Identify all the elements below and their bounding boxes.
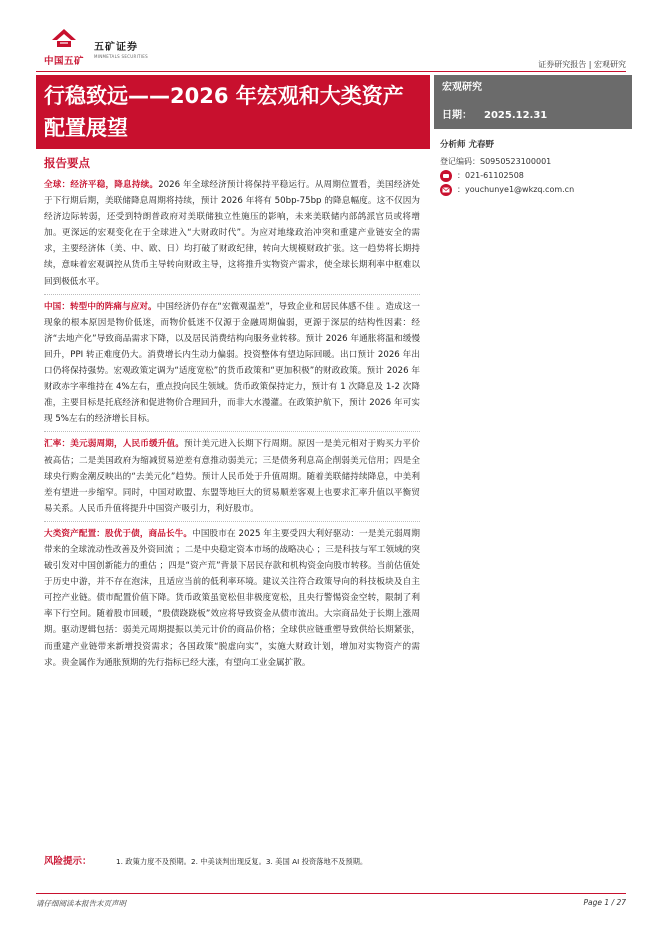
title-line-2: 配置展望 (44, 116, 128, 140)
risk-warning (44, 853, 634, 867)
analyst-info (440, 138, 634, 197)
page-number: Page 1 / 27 (583, 898, 626, 907)
email-separator: ： (457, 185, 465, 194)
header-divider (36, 71, 626, 72)
title-line-1: 行稳致远——2026 年宏观和大类资产 (44, 84, 404, 108)
date-value: 2025.12.31 (484, 110, 548, 121)
paragraph-text: 2026 年全球经济预计将保持平稳运行。从周期位置看，美国经济处于下行期后期，美联储降息周期将持续，预计 2026 年将有 50bp-75bp 的降息幅度。这不仅因为经济边际转弱，还受到特朗普政府对美联储独立性施压的影响，未来美联储内部鸽派官员或将增加。更深远的宏观变化在于全球进入“大财政时代”。为应对地缘政治冲突和重建产业链安全的需求，主要经济体（美、中、欧、日）均打破了财政纪律，转向大规模财政扩张。这一趋势将长期持续，意味着宏观调控从货币主导转向财政主导，这将推升实物资产需求，使全球长期利率中枢难以回到极低水平。 (44, 180, 420, 287)
paragraph-assets (44, 526, 420, 671)
risk-label: 风险提示： (44, 856, 92, 867)
paragraph-text: 预计美元进入长期下行周期。原因一是美元相对于购买力平价被高估；二是美国政府为缩减贸易逆差有意推动弱美元；三是债务利息高企削弱美元信用；四是全球央行购金潮反映出的“去美元化”趋势。预计人民币处于升值周期。随着美联储持续降息，中美利差有望进一步缩窄。同时，中国对欧盟、东盟等地巨大的贸易顺差客观上也要求汇率升值以平衡贸易关系。人民币升值将提升中国资产吸引力，利好股市。 (44, 439, 420, 514)
analyst-email[interactable]: youchunye1@wkzq.com.cn (465, 185, 575, 194)
logo-text: 中国五矿 (44, 56, 85, 67)
report-type: 证券研究报告 | 宏观研究 (538, 60, 626, 69)
analyst-phone-row (440, 169, 634, 183)
report-meta-box (434, 75, 632, 129)
paragraph-lead: 汇率：美元弱周期，人民币缓升值。 (44, 439, 184, 450)
brand-name-cn: 五矿证券 (94, 42, 138, 53)
paragraph-divider (44, 521, 420, 522)
paragraph-global (44, 177, 420, 290)
analyst-email-row (440, 183, 634, 197)
analyst-name: 分析师 尤春野 (440, 140, 494, 150)
minmetals-logo-icon (51, 28, 77, 48)
report-body (44, 177, 420, 675)
date-label: 日期： (442, 110, 472, 121)
paragraph-fx (44, 436, 420, 516)
paragraph-lead: 中国：转型中的阵痛与应对。 (44, 301, 157, 312)
brand-name-en: MINMETALS SECURITIES (94, 54, 148, 59)
risk-text: 1. 政策力度不及预期。2. 中美谈判出现反复。3. 美国 AI 投资落地不及预期。 (116, 857, 368, 866)
paragraph-text: 中国股市在 2025 年主要受四大利好驱动：一是美元弱周期带来的全球流动性改善及外资回流 ；二是中央稳定资本市场的战略决心 ；三是科技与军工领域的突破引发对中国创新能力的重估 ；四是“资产荒”背景下居民存款和机构资金向股市转移。当前估值处于历史中游，并不存在泡沫，且适应当前的低利率环境。建议关注符合政策导向的科技板块及自主可控产业链。债市配置价值下降。货币政策虽宽松但非极度宽松，且央行警惕资金空转，限制了利率下行空间。随着股市回暖，“股债跷跷板”效应将导致资金从债市流出。大宗商品处于长期上涨周期。驱动逻辑包括：弱美元周期提振以美元计价的商品价格；全球供应链重塑导致供给长期紧张，而重建产业链带来新增投资需求；各国政策“脱虚向实”，实施大财政计划，增加对实物资产的需求。贵金属作为通胀预期的先行指标已经大涨，有望向工业金属扩散。 (44, 528, 420, 668)
brand-logo (94, 38, 148, 59)
minmetals-logo (44, 28, 84, 67)
footer-divider (36, 893, 626, 894)
paragraph-divider (44, 431, 420, 432)
analyst-reg: 登记编码：S0950523100001 (440, 157, 552, 166)
paragraph-divider (44, 294, 420, 295)
paragraph-text: 中国经济仍存在“宏微观温差”，导致企业和居民体感不佳 。造成这一现象的根本原因是物价低迷，而物价低迷不仅源于金融周期偏弱，更源于深层的结构性因素：经济“去地产化”导致商品需求下降，以及居民消费结构向服务业转移。预计 2026 年通胀将温和缓慢回升，PPI 转正难度仍大。消费增长内生动力偏弱。投资整体有望边际回暖。出口预计 2026 年出口仍将保持强势。宏观政策定调为“适度宽松”的货币政策和“更加积极”的财政政策。预计 2026 年财政赤字率维持在 4%左右，重点投向民生领域。货币政策保持定力，预计有 1 次降息及 1-2 次降准，主要目标是托底经济和促进物价合理回升，而非大水漫灌。在政策护航下，预计 2026 年可实现 5%左右的经济增长目标。 (44, 301, 420, 425)
report-category: 宏观研究 (442, 82, 482, 93)
paragraph-lead: 全球：经济平稳，降息持续。 (44, 180, 159, 190)
paragraph-china (44, 299, 420, 428)
footer-disclaimer: 请仔细阅读本报告末页声明 (36, 899, 126, 908)
phone-separator: ： (457, 171, 465, 180)
report-date (442, 106, 624, 121)
title-banner (36, 75, 430, 149)
section-title: 报告要点 (44, 156, 90, 170)
analyst-phone: 021-61102508 (465, 171, 524, 180)
phone-icon (440, 170, 452, 182)
email-icon (440, 184, 452, 196)
paragraph-lead: 大类资产配置：股优于债，商品长牛。 (44, 528, 193, 539)
